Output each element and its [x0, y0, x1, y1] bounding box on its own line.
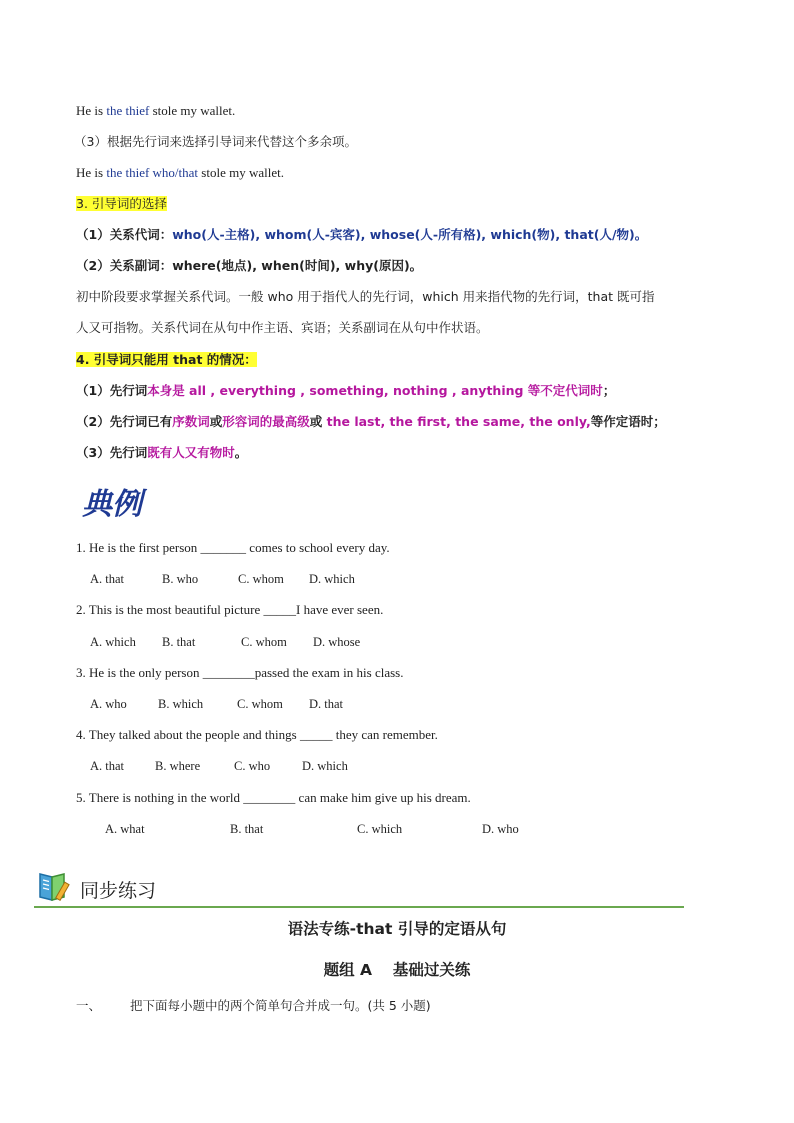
that-case-1: （1）先行词本身是 all , everything , something, nothing , anything 等不定代词时； — [76, 383, 616, 398]
section-3-heading: 3. 引导词的选择 — [76, 196, 167, 211]
q5-option-a[interactable]: A. what — [105, 822, 145, 836]
q4-option-d[interactable]: D. which — [302, 759, 348, 773]
q2-option-c[interactable]: C. whom — [241, 635, 287, 649]
instruction-text: 把下面每小题中的两个简单句合并成一句。(共 5 小题) — [130, 998, 431, 1013]
q1-option-c[interactable]: C. whom — [238, 572, 284, 586]
example-logo-text: 典例 — [82, 487, 142, 522]
that-case-3: （3）先行词既有人又有物时。 — [76, 445, 248, 460]
q2-option-d[interactable]: D. whose — [313, 635, 361, 649]
relative-pronouns-line: （1）关系代词：who(人-主格), whom(人-宾客), whose(人-所有格), which(物), that(人/物)。 — [76, 227, 648, 242]
q5-option-b[interactable]: B. that — [230, 822, 264, 836]
section-4-heading-text: 4. 引导词只能用 that 的情况： — [76, 352, 257, 367]
q4-option-c[interactable]: C. who — [234, 759, 271, 773]
q4-option-a[interactable]: A. that — [90, 759, 125, 773]
section-4-heading — [76, 351, 257, 369]
q1-option-a[interactable]: A. that — [90, 572, 125, 586]
question-5-stem: 5. There is nothing in the world ________ can make him give up his dream. — [76, 790, 471, 805]
sentence-thief-correct: He is the thief who/that stole my wallet. — [76, 165, 284, 180]
sync-practice-title: 同步练习 — [80, 880, 157, 902]
question-3-stem: 3. He is the only person ________passed the exam in his class. — [76, 665, 404, 680]
q3-option-b[interactable]: B. which — [158, 697, 204, 711]
q4-option-b[interactable]: B. where — [155, 759, 201, 773]
practice-title: 语法专练-that 引导的定语从句 — [287, 920, 507, 938]
that-case-2: （2）先行词已有序数词或形容词的最高级或 the last, the first, the same, the only,等作定语时； — [76, 414, 666, 429]
rule-3-text: （3）根据先行词来选择引导词来代替这个多余项。 — [74, 134, 357, 149]
book-pencil-icon — [36, 868, 72, 904]
q3-option-d[interactable]: D. that — [309, 697, 344, 711]
q3-option-a[interactable]: A. who — [90, 697, 127, 711]
q2-option-b[interactable]: B. that — [162, 635, 196, 649]
q2-option-a[interactable]: A. which — [90, 635, 136, 649]
example-logo-icon — [80, 482, 154, 522]
explanation-line-1: 初中阶段要求掌握关系代词。一般 who 用于指代人的先行词，which 用来指代物的先行词，that 既可指 — [76, 289, 655, 304]
practice-subtitle: 题组 A 基础过关练 — [323, 961, 471, 979]
q3-option-c[interactable]: C. whom — [237, 697, 283, 711]
sentence-thief-incorrect: He is the thief stole my wallet. — [76, 103, 236, 118]
relative-adverbs-line: （2）关系副词：where(地点), when(时间), why(原因)。 — [76, 258, 423, 273]
explanation-line-2: 人又可指物。关系代词在从句中作主语、宾语；关系副词在从句中作状语。 — [76, 320, 489, 335]
section-divider — [34, 906, 684, 908]
question-1-stem: 1. He is the first person _______ comes to school every day. — [76, 540, 390, 555]
instruction-number: 一、 — [76, 998, 102, 1013]
question-2-stem: 2. This is the most beautiful picture _____I have ever seen. — [76, 602, 384, 617]
q1-option-b[interactable]: B. who — [162, 572, 199, 586]
q5-option-d[interactable]: D. who — [482, 822, 519, 836]
question-4-stem: 4. They talked about the people and things _____ they can remember. — [76, 727, 438, 742]
q5-option-c[interactable]: C. which — [357, 822, 403, 836]
q1-option-d[interactable]: D. which — [309, 572, 355, 586]
